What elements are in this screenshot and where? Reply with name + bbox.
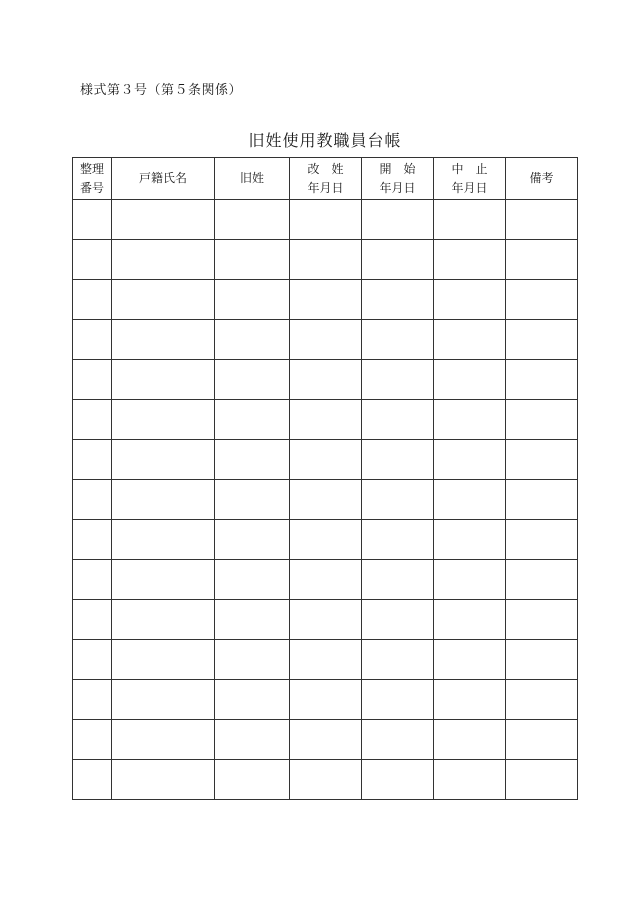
- header-stop-date: 中 止 年月日: [434, 158, 506, 200]
- cell-stop-date[interactable]: [434, 640, 506, 680]
- cell-name[interactable]: [112, 360, 215, 400]
- cell-maiden[interactable]: [215, 520, 290, 560]
- cell-stop-date[interactable]: [434, 360, 506, 400]
- cell-change-date[interactable]: [290, 640, 362, 680]
- cell-start-date[interactable]: [362, 240, 434, 280]
- cell-maiden[interactable]: [215, 280, 290, 320]
- cell-start-date[interactable]: [362, 280, 434, 320]
- cell-maiden[interactable]: [215, 360, 290, 400]
- header-start-date: 開 始 年月日: [362, 158, 434, 200]
- cell-maiden[interactable]: [215, 600, 290, 640]
- cell-stop-date[interactable]: [434, 240, 506, 280]
- cell-number[interactable]: [73, 680, 112, 720]
- cell-maiden[interactable]: [215, 240, 290, 280]
- cell-stop-date[interactable]: [434, 320, 506, 360]
- cell-start-date[interactable]: [362, 720, 434, 760]
- cell-start-date[interactable]: [362, 360, 434, 400]
- cell-name[interactable]: [112, 680, 215, 720]
- cell-stop-date[interactable]: [434, 440, 506, 480]
- ledger-body: [73, 200, 578, 800]
- header-name: 戸籍氏名: [112, 158, 215, 200]
- cell-name[interactable]: [112, 600, 215, 640]
- cell-maiden[interactable]: [215, 560, 290, 600]
- cell-name[interactable]: [112, 480, 215, 520]
- cell-name[interactable]: [112, 200, 215, 240]
- cell-name[interactable]: [112, 640, 215, 680]
- cell-change-date[interactable]: [290, 600, 362, 640]
- cell-start-date[interactable]: [362, 200, 434, 240]
- cell-number[interactable]: [73, 320, 112, 360]
- cell-number[interactable]: [73, 480, 112, 520]
- cell-number[interactable]: [73, 200, 112, 240]
- cell-change-date[interactable]: [290, 560, 362, 600]
- cell-start-date[interactable]: [362, 640, 434, 680]
- cell-remarks[interactable]: [506, 360, 578, 400]
- header-number: 整理 番号: [73, 158, 112, 200]
- table-row: [73, 600, 578, 640]
- cell-stop-date[interactable]: [434, 600, 506, 640]
- cell-remarks[interactable]: [506, 640, 578, 680]
- cell-number[interactable]: [73, 760, 112, 800]
- cell-stop-date[interactable]: [434, 560, 506, 600]
- cell-change-date[interactable]: [290, 200, 362, 240]
- table-row: [73, 520, 578, 560]
- cell-number[interactable]: [73, 600, 112, 640]
- cell-maiden[interactable]: [215, 400, 290, 440]
- cell-change-date[interactable]: [290, 360, 362, 400]
- cell-number[interactable]: [73, 440, 112, 480]
- header-row: [73, 158, 578, 200]
- table-row: [73, 640, 578, 680]
- cell-remarks[interactable]: [506, 760, 578, 800]
- cell-number[interactable]: [73, 720, 112, 760]
- cell-name[interactable]: [112, 520, 215, 560]
- cell-number[interactable]: [73, 400, 112, 440]
- table-row: [73, 720, 578, 760]
- cell-change-date[interactable]: [290, 400, 362, 440]
- cell-start-date[interactable]: [362, 480, 434, 520]
- cell-number[interactable]: [73, 560, 112, 600]
- cell-start-date[interactable]: [362, 520, 434, 560]
- cell-remarks[interactable]: [506, 400, 578, 440]
- cell-number[interactable]: [73, 640, 112, 680]
- cell-name[interactable]: [112, 400, 215, 440]
- cell-remarks[interactable]: [506, 240, 578, 280]
- cell-change-date[interactable]: [290, 760, 362, 800]
- cell-change-date[interactable]: [290, 280, 362, 320]
- cell-start-date[interactable]: [362, 760, 434, 800]
- cell-start-date[interactable]: [362, 320, 434, 360]
- cell-name[interactable]: [112, 720, 215, 760]
- cell-remarks[interactable]: [506, 200, 578, 240]
- cell-remarks[interactable]: [506, 520, 578, 560]
- table-row: [73, 400, 578, 440]
- cell-number[interactable]: [73, 240, 112, 280]
- cell-change-date[interactable]: [290, 520, 362, 560]
- table-row: [73, 320, 578, 360]
- cell-maiden[interactable]: [215, 640, 290, 680]
- table-row: [73, 760, 578, 800]
- cell-stop-date[interactable]: [434, 680, 506, 720]
- table-row: [73, 200, 578, 240]
- cell-remarks[interactable]: [506, 320, 578, 360]
- cell-change-date[interactable]: [290, 480, 362, 520]
- cell-name[interactable]: [112, 280, 215, 320]
- cell-maiden[interactable]: [215, 720, 290, 760]
- cell-number[interactable]: [73, 360, 112, 400]
- cell-stop-date[interactable]: [434, 280, 506, 320]
- cell-name[interactable]: [112, 320, 215, 360]
- cell-maiden[interactable]: [215, 320, 290, 360]
- cell-change-date[interactable]: [290, 320, 362, 360]
- cell-name[interactable]: [112, 560, 215, 600]
- header-maiden: 旧姓: [215, 158, 290, 200]
- cell-stop-date[interactable]: [434, 720, 506, 760]
- cell-remarks[interactable]: [506, 280, 578, 320]
- cell-remarks[interactable]: [506, 600, 578, 640]
- cell-maiden[interactable]: [215, 680, 290, 720]
- table-row: [73, 680, 578, 720]
- cell-maiden[interactable]: [215, 440, 290, 480]
- header-change-date: 改 姓 年月日: [290, 158, 362, 200]
- cell-stop-date[interactable]: [434, 760, 506, 800]
- table-row: [73, 560, 578, 600]
- table-row: [73, 360, 578, 400]
- table-row: [73, 480, 578, 520]
- cell-remarks[interactable]: [506, 480, 578, 520]
- cell-remarks[interactable]: [506, 440, 578, 480]
- cell-stop-date[interactable]: [434, 480, 506, 520]
- cell-stop-date[interactable]: [434, 520, 506, 560]
- cell-change-date[interactable]: [290, 720, 362, 760]
- cell-change-date[interactable]: [290, 440, 362, 480]
- table-row: [73, 440, 578, 480]
- cell-change-date[interactable]: [290, 240, 362, 280]
- cell-maiden[interactable]: [215, 760, 290, 800]
- cell-change-date[interactable]: [290, 680, 362, 720]
- table-row: [73, 240, 578, 280]
- table-row: [73, 280, 578, 320]
- cell-stop-date[interactable]: [434, 200, 506, 240]
- header-remarks: 備考: [506, 158, 578, 200]
- cell-maiden[interactable]: [215, 200, 290, 240]
- ledger-table: [72, 157, 578, 800]
- cell-start-date[interactable]: [362, 560, 434, 600]
- cell-remarks[interactable]: [506, 720, 578, 760]
- cell-start-date[interactable]: [362, 400, 434, 440]
- cell-name[interactable]: [112, 240, 215, 280]
- cell-start-date[interactable]: [362, 680, 434, 720]
- document-title: 旧姓使用教職員台帳: [248, 131, 402, 150]
- cell-start-date[interactable]: [362, 600, 434, 640]
- cell-remarks[interactable]: [506, 680, 578, 720]
- form-number: 様式第３号（第５条関係）: [80, 83, 243, 98]
- cell-stop-date[interactable]: [434, 400, 506, 440]
- cell-number[interactable]: [73, 280, 112, 320]
- cell-number[interactable]: [73, 520, 112, 560]
- cell-start-date[interactable]: [362, 440, 434, 480]
- cell-name[interactable]: [112, 760, 215, 800]
- cell-maiden[interactable]: [215, 480, 290, 520]
- cell-name[interactable]: [112, 440, 215, 480]
- cell-remarks[interactable]: [506, 560, 578, 600]
